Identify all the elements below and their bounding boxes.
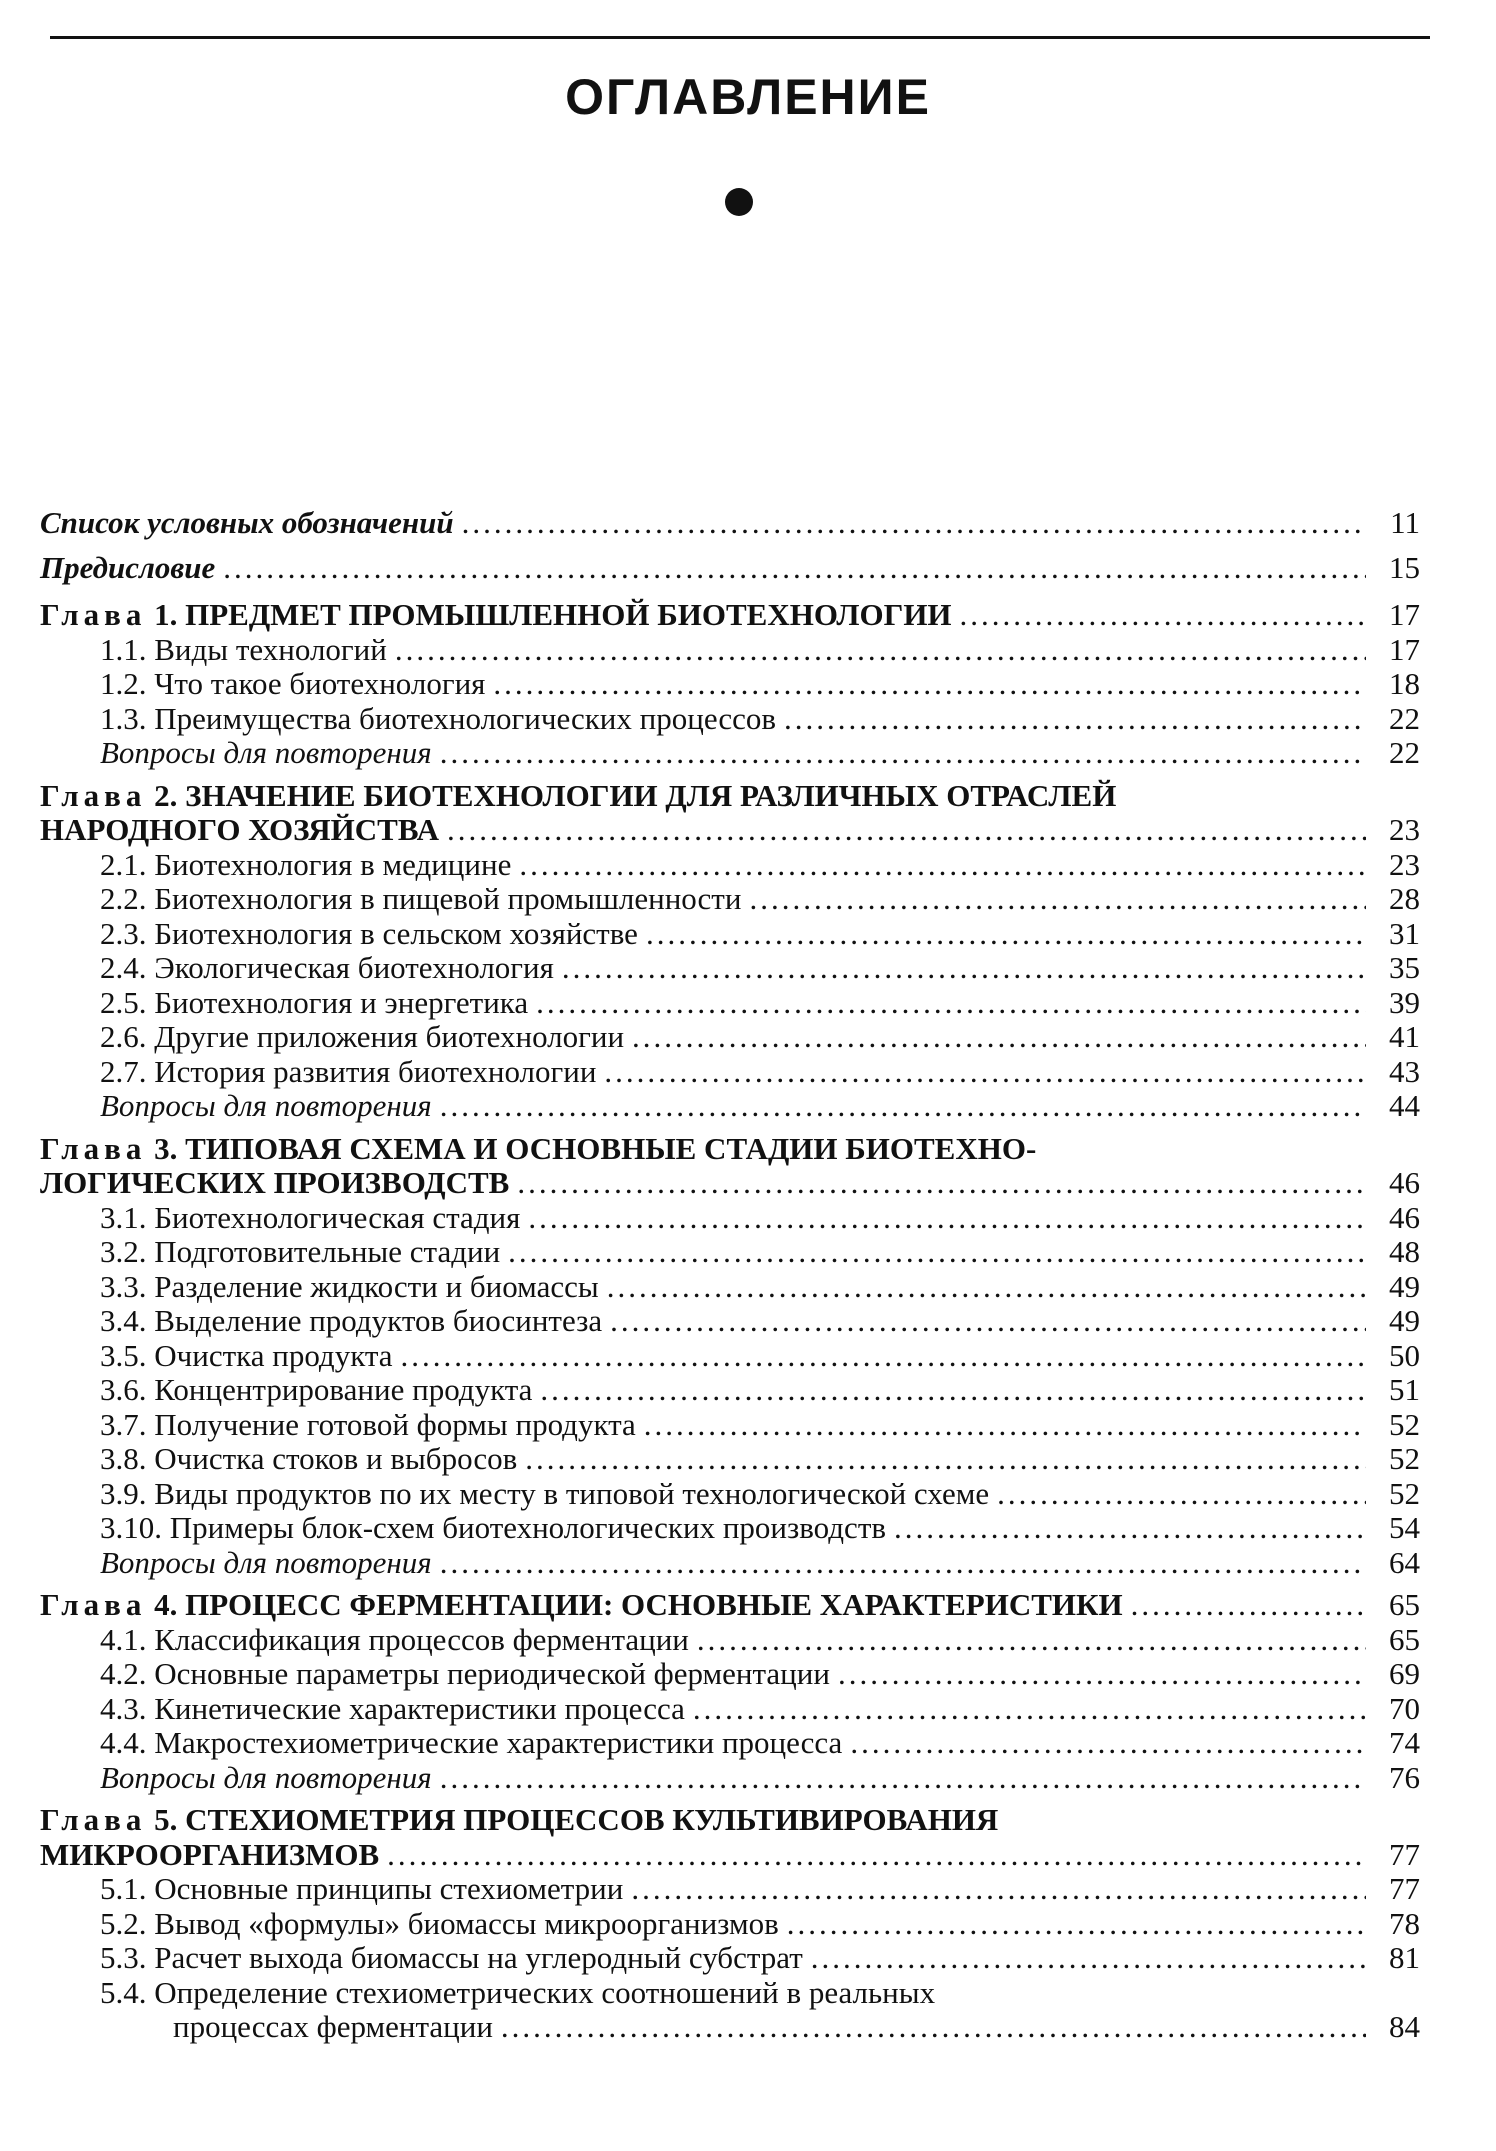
dot-leader [501,2010,1366,2045]
toc-section[interactable]: 2.1. Биотехнология в медицине ..... 23 [40,848,1420,883]
toc-section[interactable]: 1.1. Виды технологий ..... 17 [40,633,1420,668]
dot-leader [749,882,1366,917]
toc-section-cont[interactable]: процессах ферментации ..... 84 [40,2010,1420,2045]
toc-review-questions[interactable]: Вопросы для повторения ..... 76 [40,1761,1420,1796]
dot-leader [401,1339,1366,1374]
dot-leader [519,848,1366,883]
dot-leader [223,545,1366,590]
toc-review-questions[interactable]: Вопросы для повторения ..... 64 [40,1546,1420,1581]
dot-leader [631,1872,1366,1907]
toc-chapter-4[interactable]: Глава 4. ПРОЦЕСС ФЕРМЕНТАЦИИ: ОСНОВНЫЕ ХАРАКТЕРИСТИКИ ..... 65 [40,1588,1420,1623]
bullet-ornament [725,188,753,216]
toc-section[interactable]: 1.2. Что такое биотехнология ..... 18 [40,667,1420,702]
toc-section[interactable]: 5.2. Вывод «формулы» биомассы микроорганизмов ..... 78 [40,1907,1420,1942]
dot-leader [894,1511,1366,1546]
toc-review-questions[interactable]: Вопросы для повторения ..... 22 [40,736,1420,771]
toc-section[interactable]: 2.3. Биотехнология в сельском хозяйстве ..... 31 [40,917,1420,952]
toc-section[interactable]: 3.9. Виды продуктов по их месту в типовой технологической схеме ..... 52 [40,1477,1420,1512]
dot-leader [462,500,1366,545]
toc-section[interactable]: 3.6. Концентрирование продукта ..... 51 [40,1373,1420,1408]
dot-leader [787,1907,1366,1942]
dot-leader [850,1726,1366,1761]
toc-section[interactable]: 2.7. История развития биотехнологии ..... 43 [40,1055,1420,1090]
toc-section[interactable]: 3.1. Биотехнологическая стадия ..... 46 [40,1201,1420,1236]
dot-leader [610,1304,1366,1339]
top-rule [50,36,1430,39]
dot-leader [1131,1588,1366,1623]
toc-section[interactable]: 2.4. Экологическая биотехнология ..... 35 [40,951,1420,986]
toc-section[interactable]: 5.3. Расчет выхода биомассы на углеродный субстрат ..... 81 [40,1941,1420,1976]
toc-chapter-3[interactable]: Глава 3. ТИПОВАЯ СХЕМА И ОСНОВНЫЕ СТАДИИ БИОТЕХНО- [40,1130,1037,1166]
dot-leader [697,1623,1366,1658]
toc-chapter-2[interactable]: Глава 2. ЗНАЧЕНИЕ БИОТЕХНОЛОГИИ ДЛЯ РАЗЛИЧНЫХ ОТРАСЛЕЙ [40,777,1117,813]
toc-section[interactable]: 2.6. Другие приложения биотехнологии ..... 41 [40,1020,1420,1055]
dot-leader [960,598,1366,633]
toc-section[interactable]: 2.2. Биотехнология в пищевой промышленности ..... 28 [40,882,1420,917]
dot-leader [811,1941,1366,1976]
page-title: ОГЛАВЛЕНИЕ [565,69,931,125]
dot-leader [632,1020,1366,1055]
dot-leader [536,986,1366,1021]
toc-section[interactable]: 4.1. Классификация процессов ферментации ..... 65 [40,1623,1420,1658]
dot-leader [997,1477,1366,1512]
toc-section[interactable]: 3.3. Разделение жидкости и биомассы ..... 49 [40,1270,1420,1305]
dot-leader [440,1546,1366,1581]
toc-chapter-2-cont[interactable]: НАРОДНОГО ХОЗЯЙСТВА ..... 23 [40,813,1420,848]
dot-leader [607,1270,1366,1305]
toc-section[interactable]: 5.4. Определение стехиометрических соотношений в реальных [100,1974,936,2010]
toc-chapter-1[interactable]: Глава 1. ПРЕДМЕТ ПРОМЫШЛЕННОЙ БИОТЕХНОЛОГИИ ..... 17 [40,598,1420,633]
dot-leader [540,1373,1366,1408]
dot-leader [440,736,1366,771]
toc-section[interactable]: 3.7. Получение готовой формы продукта ..... 52 [40,1408,1420,1443]
dot-leader [493,667,1366,702]
toc-section[interactable]: 1.3. Преимущества биотехнологических процессов ..... 22 [40,702,1420,737]
toc-section[interactable]: 4.4. Макростехиометрические характеристики процесса ..... 74 [40,1726,1420,1761]
toc-chapter-5-cont[interactable]: МИКРООРГАНИЗМОВ ..... 77 [40,1838,1420,1873]
dot-leader [447,813,1366,848]
dot-leader [395,633,1366,668]
table-of-contents [40,500,1420,2045]
toc-chapter-3-cont[interactable]: ЛОГИЧЕСКИХ ПРОИЗВОДСТВ ..... 46 [40,1166,1420,1201]
dot-leader [440,1089,1366,1124]
toc-section[interactable]: 4.3. Кинетические характеристики процесса ..... 70 [40,1692,1420,1727]
toc-section[interactable]: 3.8. Очистка стоков и выбросов ..... 52 [40,1442,1420,1477]
toc-section[interactable]: 3.4. Выделение продуктов биосинтеза ..... 49 [40,1304,1420,1339]
toc-entry-preface[interactable]: Предисловие ..... 15 [40,545,1420,590]
dot-leader [784,702,1366,737]
toc-section[interactable]: 3.2. Подготовительные стадии ..... 48 [40,1235,1420,1270]
dot-leader [646,917,1366,952]
dot-leader [517,1166,1366,1201]
dot-leader [525,1442,1366,1477]
dot-leader [528,1201,1366,1236]
dot-leader [838,1657,1366,1692]
toc-section[interactable]: 4.2. Основные параметры периодической ферментации ..... 69 [40,1657,1420,1692]
toc-chapter-5[interactable]: Глава 5. СТЕХИОМЕТРИЯ ПРОЦЕССОВ КУЛЬТИВИРОВАНИЯ [40,1802,999,1837]
toc-section[interactable]: 5.1. Основные принципы стехиометрии ..... 77 [40,1872,1420,1907]
toc-entry-abbreviations[interactable]: Список условных обозначений ..... 11 [40,500,1420,545]
toc-section[interactable]: 3.5. Очистка продукта ..... 50 [40,1339,1420,1374]
dot-leader [440,1761,1366,1796]
toc-section[interactable]: 2.5. Биотехнология и энергетика ..... 39 [40,986,1420,1021]
dot-leader [693,1692,1366,1727]
dot-leader [562,951,1366,986]
dot-leader [508,1235,1366,1270]
toc-review-questions[interactable]: Вопросы для повторения ..... 44 [40,1089,1420,1124]
dot-leader [387,1838,1366,1873]
dot-leader [644,1408,1366,1443]
toc-section[interactable]: 3.10. Примеры блок-схем биотехнологических производств ..... 54 [40,1511,1420,1546]
dot-leader [604,1055,1366,1090]
